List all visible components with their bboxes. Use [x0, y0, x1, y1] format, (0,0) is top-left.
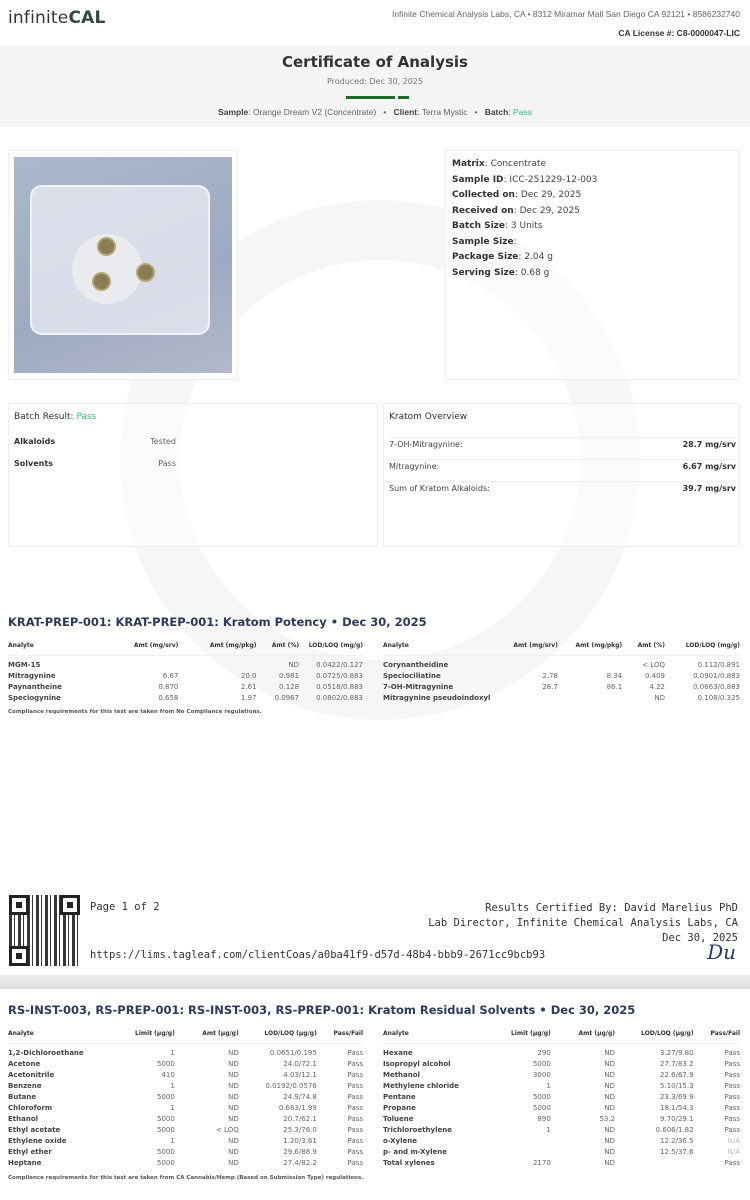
table-cell: 0.108/0.325	[697, 693, 740, 702]
table-cell: o-Xylene	[383, 1136, 417, 1145]
info-row	[452, 204, 597, 220]
table-row	[8, 660, 363, 671]
table-cell: ND	[228, 1158, 239, 1167]
table-cell: 0.0802/0.883	[316, 693, 363, 702]
sample-pill	[97, 237, 116, 256]
table-row	[383, 660, 740, 671]
table-cell: 4.03/12.1	[283, 1070, 317, 1079]
table-cell: 20.7/62.1	[283, 1114, 317, 1123]
table-cell: 27.4/82.2	[283, 1158, 317, 1167]
table-cell: 0.0422/0.127	[316, 660, 363, 669]
table-cell	[497, 660, 558, 671]
table-cell: 28.7	[542, 682, 558, 691]
coa-url[interactable]: https://lims.tagleaf.com/clientCoas/a0ba41f9-d57d-48b4-bbb9-2671cc9bcb93	[90, 949, 546, 961]
table-cell: Isopropyl alcohol	[383, 1059, 451, 1068]
table-cell: ND	[604, 1158, 616, 1167]
certified-by: Results Certified By: David Marelius PhD	[485, 902, 738, 914]
table-cell: 410	[161, 1070, 175, 1079]
table-row	[383, 1136, 740, 1147]
table-cell	[558, 693, 622, 704]
table-cell: Chloroform	[8, 1103, 53, 1112]
logo	[8, 8, 106, 28]
table-cell	[497, 693, 558, 704]
table-cell: Pass	[724, 1114, 740, 1123]
sample-summary: Sample: Orange Dream V2 (Concentrate) • Client: Terra Mystic • Batch: Pass	[218, 107, 532, 117]
table-cell: 0.606/1.82	[655, 1125, 694, 1134]
table-cell: ND	[228, 1103, 239, 1112]
column-header: Amt (%)	[622, 642, 665, 656]
table-cell: 0.658	[158, 693, 179, 702]
column-header: LOD/LOQ (µg/g)	[239, 1030, 317, 1044]
info-label: Received on	[452, 205, 514, 216]
table-cell: ND	[288, 660, 300, 669]
table-row	[8, 1092, 363, 1103]
info-row	[452, 173, 597, 189]
table-cell: 3.27/9.80	[660, 1048, 694, 1057]
table-cell: Propane	[383, 1103, 416, 1112]
table-cell: Paynantheine	[8, 682, 62, 691]
table-cell: 1	[170, 1136, 175, 1145]
sample-label: Sample	[218, 107, 249, 117]
table-cell: 9.70/29.1	[660, 1114, 694, 1123]
table-row	[8, 1081, 363, 1092]
table-cell: 2.78	[542, 671, 558, 680]
director-role: Lab Director, Infinite Chemical Analysis Labs, CA	[428, 917, 738, 929]
sample-value: : Orange Dream V2 (Concentrate)	[248, 107, 377, 117]
table-row	[383, 1059, 740, 1070]
info-value: :	[513, 236, 517, 247]
table-cell: Ethylene oxide	[8, 1136, 67, 1145]
info-value: : Concentrate	[484, 159, 547, 169]
row-value: Tested	[150, 437, 176, 446]
table-cell: Pass	[724, 1158, 740, 1167]
table-cell: ND	[604, 1125, 616, 1134]
table-row	[8, 1125, 363, 1136]
potency-table-left	[8, 642, 363, 704]
table-cell: Corynantheidine	[383, 660, 449, 669]
table-cell: Pass	[724, 1125, 740, 1134]
separator: •	[474, 107, 478, 117]
table-cell: Mitragynine	[8, 671, 56, 680]
table-row	[8, 1114, 363, 1125]
batch-result-label: Batch Result:	[14, 412, 77, 422]
table-cell: Pass	[347, 1136, 363, 1145]
table-cell: Pass	[347, 1081, 363, 1090]
info-value: : Dec 29, 2025	[514, 190, 582, 200]
page-number: Page 1 of 2	[90, 901, 160, 913]
logo-text: infinite	[8, 8, 69, 28]
table-cell: 5000	[157, 1092, 175, 1101]
column-header: Analyte	[8, 642, 115, 656]
table-cell: 5000	[532, 1103, 551, 1112]
table-cell: Pass	[724, 1103, 740, 1112]
overview-row	[389, 481, 736, 493]
table-header	[383, 1030, 740, 1044]
column-header: Analyte	[383, 642, 497, 656]
table-cell	[497, 1147, 551, 1158]
table-header	[8, 642, 363, 656]
table-cell: Pass	[347, 1048, 363, 1057]
solvents-table-right	[383, 1030, 740, 1169]
batch-value: Pass	[513, 107, 532, 117]
table-cell: 1	[170, 1103, 175, 1112]
table-cell: ND	[228, 1070, 239, 1079]
table-cell: 23.3/69.9	[660, 1092, 694, 1101]
table-cell	[497, 1136, 551, 1147]
table-cell: 1.20/3.61	[283, 1136, 317, 1145]
column-header: Limit (µg/g)	[122, 1030, 175, 1044]
table-cell: 4.22	[649, 682, 665, 691]
table-cell: Hexane	[383, 1048, 413, 1057]
table-cell: Methylene chloride	[383, 1081, 459, 1090]
table-cell: ND	[604, 1092, 616, 1101]
potency-section-title: KRAT-PREP-001: KRAT-PREP-001: Kratom Potency • Dec 30, 2025	[8, 615, 427, 629]
table-row	[8, 671, 363, 682]
table-cell: ND	[604, 1103, 616, 1112]
table-cell: Speciociliatine	[383, 671, 441, 680]
info-label: Matrix	[452, 159, 485, 169]
table-cell: ND	[228, 1059, 239, 1068]
table-cell: Pass	[347, 1158, 363, 1167]
table-cell: 1	[546, 1081, 551, 1090]
table-cell: 25.3/76.0	[283, 1125, 317, 1134]
table-row	[383, 1048, 740, 1059]
column-header: Analyte	[8, 1030, 122, 1044]
table-row	[383, 682, 740, 693]
info-row	[452, 266, 597, 282]
table-row	[383, 1103, 740, 1114]
table-row	[8, 1070, 363, 1081]
table-cell: 6.67	[162, 671, 179, 680]
table-cell: ND	[604, 1070, 616, 1079]
table-cell: N/A	[727, 1147, 740, 1156]
table-cell: Pass	[347, 1059, 363, 1068]
table-cell: Ethyl acetate	[8, 1125, 61, 1134]
sample-info	[452, 157, 597, 281]
table-cell: Pass	[347, 1125, 363, 1134]
table-cell: MGM-15	[8, 660, 41, 669]
license-number: CA License #: C8-0000047-LIC	[618, 28, 740, 38]
info-value: : 3 Units	[505, 221, 543, 231]
row-value: 39.7 mg/srv	[682, 484, 736, 493]
table-cell: ND	[604, 1147, 616, 1156]
qr-finder	[60, 895, 80, 915]
table-cell: ND	[604, 1059, 616, 1068]
table-cell: 5000	[157, 1125, 175, 1134]
table-cell: 0.663/1.99	[278, 1103, 317, 1112]
info-label: Package Size	[452, 252, 519, 262]
info-value: : ICC-251229-12-003	[503, 174, 598, 185]
batch-row	[14, 437, 176, 446]
table-cell: 53.2	[599, 1114, 616, 1123]
table-cell: Pentane	[383, 1092, 416, 1101]
table-cell: Pass	[724, 1048, 740, 1057]
table-cell: 1.97	[240, 693, 257, 702]
table-cell: Pass	[724, 1081, 740, 1090]
sample-pill	[136, 263, 155, 282]
table-cell: < LOQ	[642, 660, 665, 669]
table-row	[383, 1114, 740, 1125]
table-header	[383, 642, 740, 656]
table-header	[8, 1030, 363, 1044]
table-cell: Heptane	[8, 1158, 42, 1167]
column-header: Amt (%)	[256, 642, 299, 656]
table-cell: 1,2-Dichloroethane	[8, 1048, 84, 1057]
table-cell: Total xylenes	[383, 1158, 435, 1167]
table-cell: 2170	[532, 1158, 551, 1167]
table-cell: ND	[604, 1136, 616, 1145]
table-cell: Ethyl ether	[8, 1147, 52, 1156]
kratom-overview-title: Kratom Overview	[389, 412, 468, 422]
table-row	[8, 1147, 363, 1158]
column-header: LOD/LOQ (mg/g)	[299, 642, 363, 656]
info-label: Serving Size	[452, 267, 515, 278]
table-cell: Pass	[724, 1059, 740, 1068]
solvents-section-title: RS-INST-003, RS-PREP-001: RS-INST-003, RS-PREP-001: Kratom Residual Solvents • Dec 30, 2025	[8, 1003, 636, 1017]
table-cell: 0.128	[279, 682, 300, 691]
table-cell: 0.409	[644, 671, 665, 680]
table-cell: 5000	[157, 1059, 175, 1068]
certified-date: Dec 30, 2025	[662, 932, 738, 944]
table-cell: Toluene	[383, 1114, 414, 1123]
table-cell: < LOQ	[215, 1125, 239, 1134]
info-value: : 0.68 g	[514, 267, 550, 278]
table-cell: ND	[228, 1081, 239, 1090]
column-header: Amt (mg/srv)	[497, 642, 558, 656]
table-cell: Methanol	[383, 1070, 420, 1079]
table-cell: 7-OH-Mitragynine	[383, 682, 454, 691]
separator: •	[383, 107, 387, 117]
table-cell: ND	[604, 1048, 616, 1057]
table-cell	[178, 660, 256, 671]
overview-row	[389, 459, 736, 471]
table-cell: 0.0192/0.0576	[265, 1081, 317, 1090]
table-cell: ND	[228, 1048, 239, 1057]
page-title: Certificate of Analysis	[282, 53, 468, 71]
column-header: Amt (µg/g)	[175, 1030, 239, 1044]
table-cell: 1	[170, 1081, 175, 1090]
table-row	[8, 682, 363, 693]
table-cell: 5000	[532, 1059, 551, 1068]
column-header: Pass/Fail	[317, 1030, 363, 1044]
table-cell: Pass	[724, 1092, 740, 1101]
kratom-overview-card	[383, 403, 740, 547]
info-row	[452, 235, 597, 251]
table-cell: 5000	[157, 1158, 175, 1167]
table-cell: 0.870	[158, 682, 179, 691]
column-header: Pass/Fail	[694, 1030, 740, 1044]
table-cell: 5000	[532, 1092, 551, 1101]
table-cell: p- and m-Xylene	[383, 1147, 447, 1156]
table-cell: 12.2/36.5	[660, 1136, 694, 1145]
info-label: Sample Size	[452, 236, 514, 247]
table-cell: Mitragynine pseudoindoxyl	[383, 693, 491, 702]
table-row	[383, 1092, 740, 1103]
row-label: Mitragynine:	[389, 462, 440, 471]
info-row	[452, 250, 597, 266]
table-row	[8, 1103, 363, 1114]
table-cell: ND	[228, 1114, 239, 1123]
table-cell: 24.0/72.1	[283, 1059, 317, 1068]
table-cell: Pass	[347, 1070, 363, 1079]
lab-address: Infinite Chemical Analysis Labs, CA • 8312 Miramar Mall San Diego CA 92121 • 8586232740	[391, 9, 740, 19]
batch-row	[14, 459, 176, 468]
table-row	[8, 693, 363, 704]
info-row	[452, 188, 597, 204]
client-value: : Terra Mystic	[417, 107, 468, 117]
table-cell: 0.0725/0.883	[316, 671, 363, 680]
potency-table-right	[383, 642, 740, 704]
certification	[428, 901, 738, 946]
row-value: Pass	[158, 459, 176, 468]
column-header: LOD/LOQ (µg/g)	[615, 1030, 694, 1044]
table-cell: 1	[546, 1125, 551, 1134]
batch-result-title	[14, 412, 96, 422]
info-label: Collected on	[452, 190, 515, 200]
row-label: Sum of Kratom Alkaloids:	[389, 484, 490, 493]
qr-finder	[9, 946, 29, 966]
batch-result-card	[8, 403, 378, 547]
table-cell: Pass	[347, 1114, 363, 1123]
table-cell: Benzene	[8, 1081, 42, 1090]
table-row	[8, 1136, 363, 1147]
table-cell: 0.0663/0.883	[693, 682, 740, 691]
row-label: 7-OH-Mitragynine:	[389, 440, 463, 449]
table-cell: Acetone	[8, 1059, 41, 1068]
table-cell: 8.34	[606, 671, 623, 680]
table-cell: 0.981	[279, 671, 300, 680]
table-row	[383, 1125, 740, 1136]
qr-finder	[9, 895, 29, 915]
divider-bar	[398, 96, 409, 99]
table-cell: N/A	[727, 1136, 740, 1145]
column-header: Amt (mg/pkg)	[558, 642, 622, 656]
info-row	[452, 219, 597, 235]
table-cell: ND	[604, 1081, 616, 1090]
info-value: : 2.04 g	[518, 252, 553, 262]
divider-bar	[346, 96, 395, 99]
info-label: Sample ID	[452, 174, 504, 185]
table-row	[383, 1147, 740, 1158]
table-cell: 2.61	[240, 682, 257, 691]
client-label: Client	[393, 107, 418, 117]
table-cell: 22.6/67.9	[660, 1070, 694, 1079]
column-header: Amt (µg/g)	[551, 1030, 615, 1044]
page-divider	[0, 975, 750, 989]
batch-label: Batch	[484, 107, 509, 117]
info-value: : Dec 29, 2025	[513, 205, 580, 216]
table-cell: 20.0	[240, 671, 257, 680]
table-cell	[558, 660, 622, 671]
sample-pill	[92, 272, 111, 291]
table-row	[8, 1048, 363, 1059]
potency-compliance-note: Compliance requirements for this test are taken from No Compliance regulations.	[8, 709, 262, 715]
table-cell: Ethanol	[8, 1114, 39, 1123]
table-cell: Butane	[8, 1092, 37, 1101]
table-row	[8, 1059, 363, 1070]
table-cell: 890	[537, 1114, 551, 1123]
row-value: 6.67 mg/srv	[682, 462, 736, 471]
table-cell: ND	[228, 1092, 239, 1101]
table-cell: Pass	[347, 1147, 363, 1156]
column-header: Limit (µg/g)	[497, 1030, 551, 1044]
info-row	[452, 157, 597, 173]
table-cell: ND	[654, 693, 665, 702]
batch-result-value: Pass	[76, 412, 97, 422]
table-cell: 12.5/37.6	[660, 1147, 694, 1156]
table-cell: 3000	[532, 1070, 551, 1079]
table-cell	[115, 660, 179, 671]
table-cell: 290	[537, 1048, 551, 1057]
table-cell: 0.0967	[274, 693, 300, 702]
column-header: LOD/LOQ (mg/g)	[665, 642, 740, 656]
table-cell: 0.112/0.891	[697, 660, 740, 669]
table-cell: Speciogynine	[8, 693, 61, 702]
signature: Du	[707, 940, 736, 964]
overview-row	[389, 437, 736, 449]
table-cell: Pass	[347, 1103, 363, 1112]
table-cell: 5.10/15.3	[660, 1081, 694, 1090]
table-cell: Trichloroethylene	[383, 1125, 452, 1134]
table-cell: ND	[228, 1136, 239, 1145]
solvents-compliance-note: Compliance requirements for this test are taken from CA Cannabis/Hemp (Based on Submission Type) regulations.	[8, 1175, 364, 1181]
table-cell: 5000	[157, 1147, 175, 1156]
table-cell: ND	[228, 1147, 239, 1156]
info-label: Batch Size	[452, 221, 506, 231]
table-cell: 18.1/54.3	[660, 1103, 694, 1112]
table-cell: 0.0518/0.883	[316, 682, 363, 691]
column-header: Analyte	[383, 1030, 497, 1044]
row-value: 28.7 mg/srv	[682, 440, 736, 449]
table-cell: Pass	[724, 1070, 740, 1079]
column-header: Amt (mg/srv)	[115, 642, 179, 656]
table-row	[383, 1081, 740, 1092]
table-cell: Pass	[347, 1092, 363, 1101]
table-cell: 5000	[157, 1114, 175, 1123]
produced-date: Produced: Dec 30, 2025	[326, 77, 424, 86]
table-cell: 0.0651/0.195	[269, 1048, 317, 1057]
row-label: Solvents	[14, 459, 53, 468]
table-cell: 1	[170, 1048, 175, 1057]
row-label: Alkaloids	[14, 437, 56, 446]
column-header: Amt (mg/pkg)	[178, 642, 256, 656]
logo-bold: CAL	[68, 8, 106, 28]
table-cell	[615, 1158, 694, 1169]
table-row	[383, 1158, 740, 1169]
table-cell: 29.6/88.9	[283, 1147, 317, 1156]
table-row	[383, 1070, 740, 1081]
table-cell: 24.9/74.8	[283, 1092, 317, 1101]
table-row	[383, 693, 740, 704]
table-cell: 0.0901/0.883	[693, 671, 740, 680]
table-row	[383, 671, 740, 682]
table-cell: Acetonitrile	[8, 1070, 55, 1079]
solvents-table-left	[8, 1030, 363, 1169]
table-row	[8, 1158, 363, 1169]
table-cell: 27.7/83.2	[660, 1059, 694, 1068]
table-cell: 86.1	[606, 682, 623, 691]
